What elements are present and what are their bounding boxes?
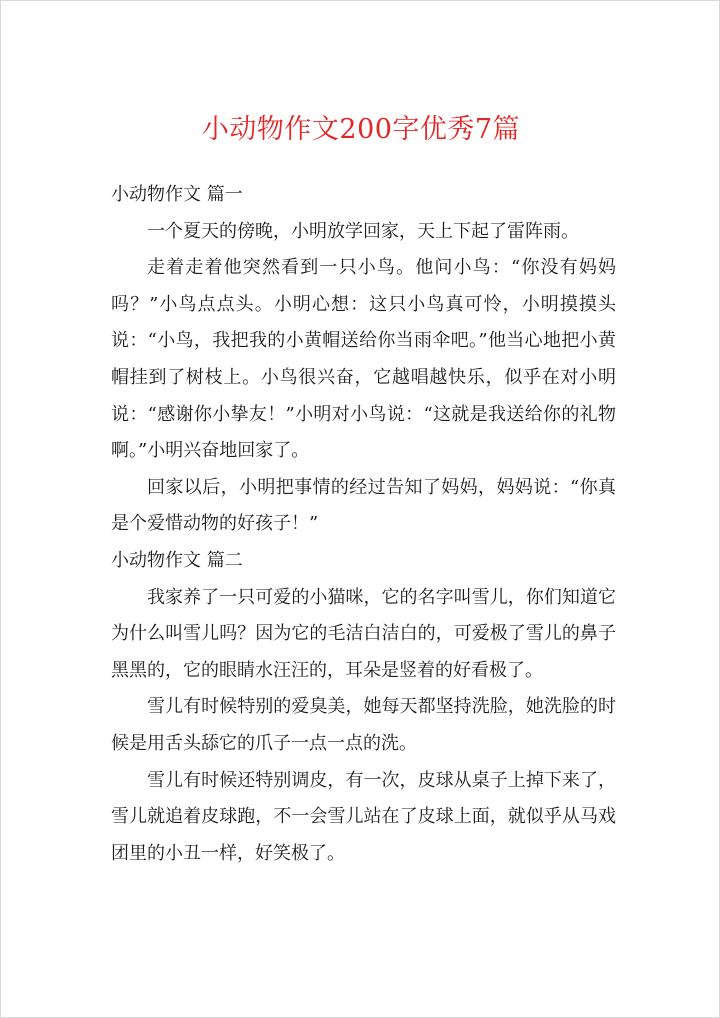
document-title: 小动物作文200字优秀7篇 [201,114,521,145]
section-1-paragraph-1: 一个夏天的傍晚，小明放学回家，天上下起了雷阵雨。 [147,220,579,242]
section-2-paragraph-1: 我家养了一只可爱的小猫咪，它的名字叫雪儿，你们知道它为什么叫雪儿吗？因为它的毛洁白洁白的，可爱极了雪儿的鼻子黑黑的，它的眼睛水汪汪的，耳朵是竖着的好看极了。 [111,586,616,681]
section-2-heading: 小动物作文 篇二 [111,549,243,571]
document-body [111,177,616,872]
section-2-paragraph-2: 雪儿有时候特别的爱臭美，她每天都坚持洗脸，她洗脸的时候是用舌头舔它的爪子一点一点的洗。 [111,696,616,754]
section-2-paragraph-3: 雪儿有时候还特别调皮，有一次，皮球从桌子上掉下来了，雪儿就追着皮球跑，不一会雪儿站在了皮球上面，就似乎从马戏团里的小丑一样，好笑极了。 [111,769,616,864]
section-1-heading: 小动物作文 篇一 [111,184,243,205]
section-1-paragraph-3: 回家以后，小明把事情的经过告知了妈妈，妈妈说：“你真是个爱惜动物的好孩子！” [111,476,616,535]
section-1-paragraph-2: 走着走着他突然看到一只小鸟。他问小鸟：“你没有妈妈吗？”小鸟点点头。小明心想：这只小鸟真可怜，小明摸摸头说：“小鸟，我把我的小黄帽送给你当雨伞吧。”他当心地把小黄帽挂到了树枝上。小鸟很兴奋，它越唱越快乐，似乎在对小明说：“感谢你小挚友！”小明对小鸟说：“这就是我送给你的礼物啊。”小明兴奋地回家了。 [111,257,616,462]
